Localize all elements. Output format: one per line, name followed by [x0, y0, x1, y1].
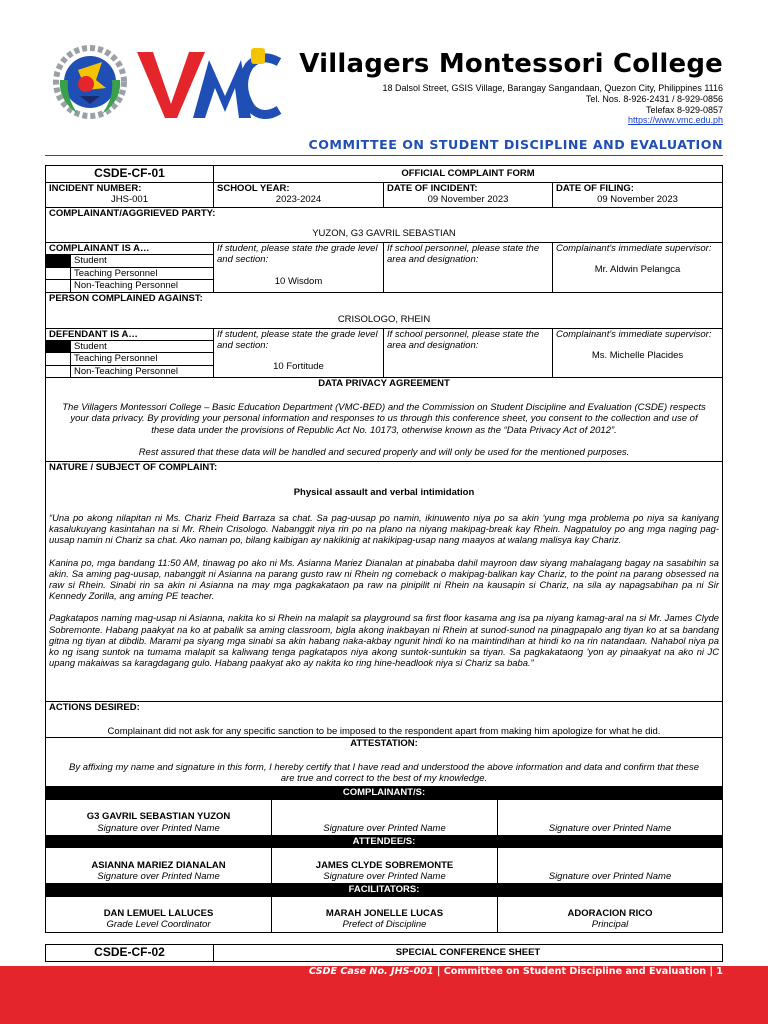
signature-caption: Signature over Printed Name [498, 800, 723, 836]
school-year-value: 2023-2024 [275, 194, 322, 206]
facilitators-bar: FACILITATORS: [46, 884, 723, 896]
privacy-text: The Villagers Montessori College – Basic Education Department (VMC-BED) and the Commission on Student Discipline and Evaluation (CSDE) respects your data privacy. By providing your personal information and responses to us through this conference sheet, you consent to the collection and use of these data under the provisions of Republic Act No. 10173, otherwise known as the “Data Privacy Act of 2012”. [62, 401, 706, 436]
role-student-label: Student [71, 340, 214, 352]
date-filing-value: 09 November 2023 [597, 194, 678, 206]
attendee-1-signature-cell [46, 848, 272, 884]
attestation-cell [46, 738, 723, 787]
signatory-name: ADORACION RICO [567, 908, 653, 919]
defendant-is-label: DEFENDANT IS A… [46, 328, 214, 340]
college-emblem-logo [50, 40, 130, 120]
nature-paragraph-3: Pagkatapos naming mag-usap ni Asianna, nakita ko si Rhein na malapit sa playground sa first floor kasama ang isa pa niyang kamag-aral na si Mr. James Clyde Sobremonte. Habang paakyat na ko at pabalik sa aming classroom, bigla akong inakbayan ni Rhein at sunod-sunod na pinagpapalo ang tiyan ko at sa bandang gitna ng tiyan at dibdib. Marami pa siyang mga sinabi sa akin habang naka-akbay ngunit hindi ko na maintindihan at hindi ko na rin natandaan. Nahabol niya pa ko ng isang suntok na tumama malapit sa kaliwang tenga pagkatapos niya akong suntok-suntukin sa tiyan. Sa pagkakataong 'yon ay pinaakyat na ako ni JC upang makaiwas sa karagdagang gulo. Habang paakyat ako ay nakita ko ring hine-headlook niya si Chariz sa baba.” [49, 612, 719, 669]
date-filing-cell [553, 183, 723, 208]
footer-text [309, 966, 723, 978]
defendant-personnel-prompt: If school personnel, please state the area and designation: [384, 328, 553, 378]
checkbox-student-checked[interactable] [46, 340, 71, 352]
defendant-student-cell [214, 328, 384, 378]
facilitator-1-cell [46, 896, 272, 932]
defendant-supervisor-cell [553, 328, 723, 378]
nature-paragraph-2: Kanina po, mga bandang 11:50 AM, tinawag po ako ni Ms. Asianna Mariez Dianalan at pinababa dahil mayroon daw siyang mahalagang bagay na sasabihin sa akin. Sa aming pag-uusap, nabanggit ni Asianna na parang gusto raw ni Rhein ng comeback o makipag-balikan kay Chariz, to the point na parang obsessed na raw si Rhein. Sinabi rin sa akin ni Asianna na may mga pagkakataon pa raw na pinipilit ni Rhein na kausapin si Chariz, na sila ay napagsabihan pa ni Sir Kennedy Zorilla, ang aming PE teacher. [49, 556, 719, 602]
college-address-block [382, 83, 723, 126]
role-teaching-label: Teaching Personnel [71, 267, 214, 279]
nature-title: Physical assault and verbal intimidation [293, 486, 475, 498]
student-prompt: If student, please state the grade level and section: [217, 328, 378, 351]
student-prompt: If student, please state the grade level and section: [217, 243, 378, 266]
data-privacy-cell [46, 378, 723, 462]
signatory-role: Principal [591, 919, 629, 931]
complainant-student-cell [214, 243, 384, 293]
checkbox-teaching[interactable] [46, 267, 71, 279]
official-complaint-form [45, 165, 723, 800]
complainant-supervisor: Mr. Aldwin Pelangca [594, 264, 681, 276]
complainant-personnel-prompt: If school personnel, please state the area and designation: [384, 243, 553, 293]
signature-caption: Signature over Printed Name [323, 871, 446, 882]
committee-title: COMMITTEE ON STUDENT DISCIPLINE AND EVALUATION [308, 137, 723, 152]
role-nonteaching-label: Non-Teaching Personnel [71, 365, 214, 377]
date-incident-value: 09 November 2023 [427, 194, 509, 206]
actions-desired-cell [46, 702, 723, 738]
signatory-role: Prefect of Discipline [342, 919, 427, 931]
signatory-name: MARAH JONELLE LUCAS [325, 908, 444, 919]
privacy-assurance: Rest assured that these data will be handled and secured properly and will only be used for the mentioned purposes. [138, 447, 630, 459]
incident-number-cell [46, 183, 214, 208]
page-header [0, 0, 768, 165]
signature-caption: Signature over Printed Name [97, 822, 220, 834]
school-year-label: SCHOOL YEAR: [217, 183, 290, 194]
form-code: CSDE-CF-01 [46, 166, 214, 183]
form-title: OFFICIAL COMPLAINT FORM [214, 166, 723, 183]
nature-of-complaint-cell [46, 462, 723, 702]
signature-caption: Signature over Printed Name [97, 871, 220, 882]
checkbox-teaching[interactable] [46, 353, 71, 365]
form2-code: CSDE-CF-02 [46, 945, 214, 962]
college-name: Villagers Montessori College [299, 49, 723, 79]
privacy-label: DATA PRIVACY AGREEMENT [318, 378, 450, 390]
special-conference-sheet [45, 944, 723, 962]
person-against-cell [46, 292, 723, 328]
signatory-name: JAMES CLYDE SOBREMONTE [315, 859, 454, 871]
footer-case-number: CSDE Case No. JHS-001 [308, 966, 434, 977]
nature-label: NATURE / SUBJECT OF COMPLAINT: [49, 462, 218, 474]
complainant-supervisor-cell [553, 243, 723, 293]
defendant-name: CRISOLOGO, RHEIN [337, 313, 431, 325]
complainant-cell [46, 208, 723, 243]
incident-number-label: INCIDENT NUMBER: [49, 183, 142, 194]
telephone-line: Tel. Nos. 8-926-2431 / 8-929-0856 [585, 93, 723, 104]
facilitator-3-cell [498, 896, 723, 932]
attestation-label: ATTESTATION: [350, 738, 418, 750]
actions-label: ACTIONS DESIRED: [49, 702, 140, 714]
complainant-label: COMPLAINANT/AGGRIEVED PARTY: [49, 208, 216, 219]
role-student-label: Student [71, 255, 214, 267]
role-teaching-label: Teaching Personnel [71, 353, 214, 365]
complainant-section: 10 Wisdom [274, 275, 323, 287]
complainants-bar: COMPLAINANT/S: [46, 787, 723, 799]
address-line: 18 Dalsol Street, GSIS Village, Barangay Sangandaan, Quezon City, Philippines 1116 [382, 83, 723, 93]
defendant-supervisor: Ms. Michelle Placides [591, 349, 684, 361]
signatory-name: DAN LEMUEL LALUCES [103, 908, 214, 919]
checkbox-nonteaching[interactable] [46, 280, 71, 292]
checkbox-student-checked[interactable] [46, 255, 71, 267]
form2-title: SPECIAL CONFERENCE SHEET [214, 945, 723, 962]
signatory-name: ASIANNA MARIEZ DIANALAN [91, 859, 226, 871]
date-incident-cell [384, 183, 553, 208]
school-year-cell [214, 183, 384, 208]
signature-grid [45, 799, 723, 933]
signatory-role: Grade Level Coordinator [106, 919, 211, 931]
signatory-name: G3 GAVRIL SEBASTIAN YUZON [86, 811, 231, 823]
role-nonteaching-label: Non-Teaching Personnel [71, 280, 214, 292]
header-divider [45, 155, 723, 156]
complainant-is-label: COMPLAINANT IS A… [46, 243, 214, 255]
complainant-signature-cell [46, 800, 272, 836]
attendees-bar: ATTENDEE/S: [46, 836, 723, 848]
date-filing-label: DATE OF FILING: [556, 183, 634, 194]
actions-text: Complainant did not ask for any specific sanction to be imposed to the respondent apart from making him apologize for what he did. [107, 725, 661, 737]
against-label: PERSON COMPLAINED AGAINST: [49, 292, 203, 304]
page-footer [0, 966, 768, 1024]
supervisor-prompt: Complainant's immediate supervisor: [556, 243, 712, 254]
signature-caption: Signature over Printed Name [498, 848, 723, 884]
attendee-2-signature-cell [272, 848, 498, 884]
signature-caption: Signature over Printed Name [272, 800, 498, 836]
complainant-name: YUZON, G3 GAVRIL SEBASTIAN [312, 228, 456, 240]
telefax-line: Telefax 8-929-0857 [645, 104, 723, 115]
date-incident-label: DATE OF INCIDENT: [387, 183, 478, 194]
incident-number-value: JHS-001 [111, 194, 148, 206]
defendant-section: 10 Fortitude [273, 361, 324, 373]
nature-paragraph-1: “Una po akong nilapitan ni Ms. Chariz Fheid Barraza sa chat. Sa pag-uusap po namin, ikinuwento niya po sa akin 'yung mga problema po niya sa kaniyang kasalukuyang kasintahan na si Mr. Rhein Crisologo. Nabanggit niya rin po na plano na niyang makipag-break kay Rhein. Nagpatuloy po ang mga naging pag-uusap namin ni Chariz sa chat. Ako naman po, bilang kaibigan ay nakikinig at nakikipag-usap nang maayos at walang malisya kay Chariz. [49, 511, 719, 546]
website-link[interactable]: https://www.vmc.edu.ph [627, 115, 723, 126]
checkbox-nonteaching[interactable] [46, 365, 71, 377]
attestation-text: By affixing my name and signature in this form, I hereby certify that I have read and understood the above information and data and confirm that these are true and correct to the best of my knowledge. [68, 761, 699, 785]
footer-committee-page: | Committee on Student Discipline and Evaluation | 1 [433, 966, 723, 977]
supervisor-prompt: Complainant's immediate supervisor: [556, 328, 712, 340]
facilitator-2-cell [272, 896, 498, 932]
